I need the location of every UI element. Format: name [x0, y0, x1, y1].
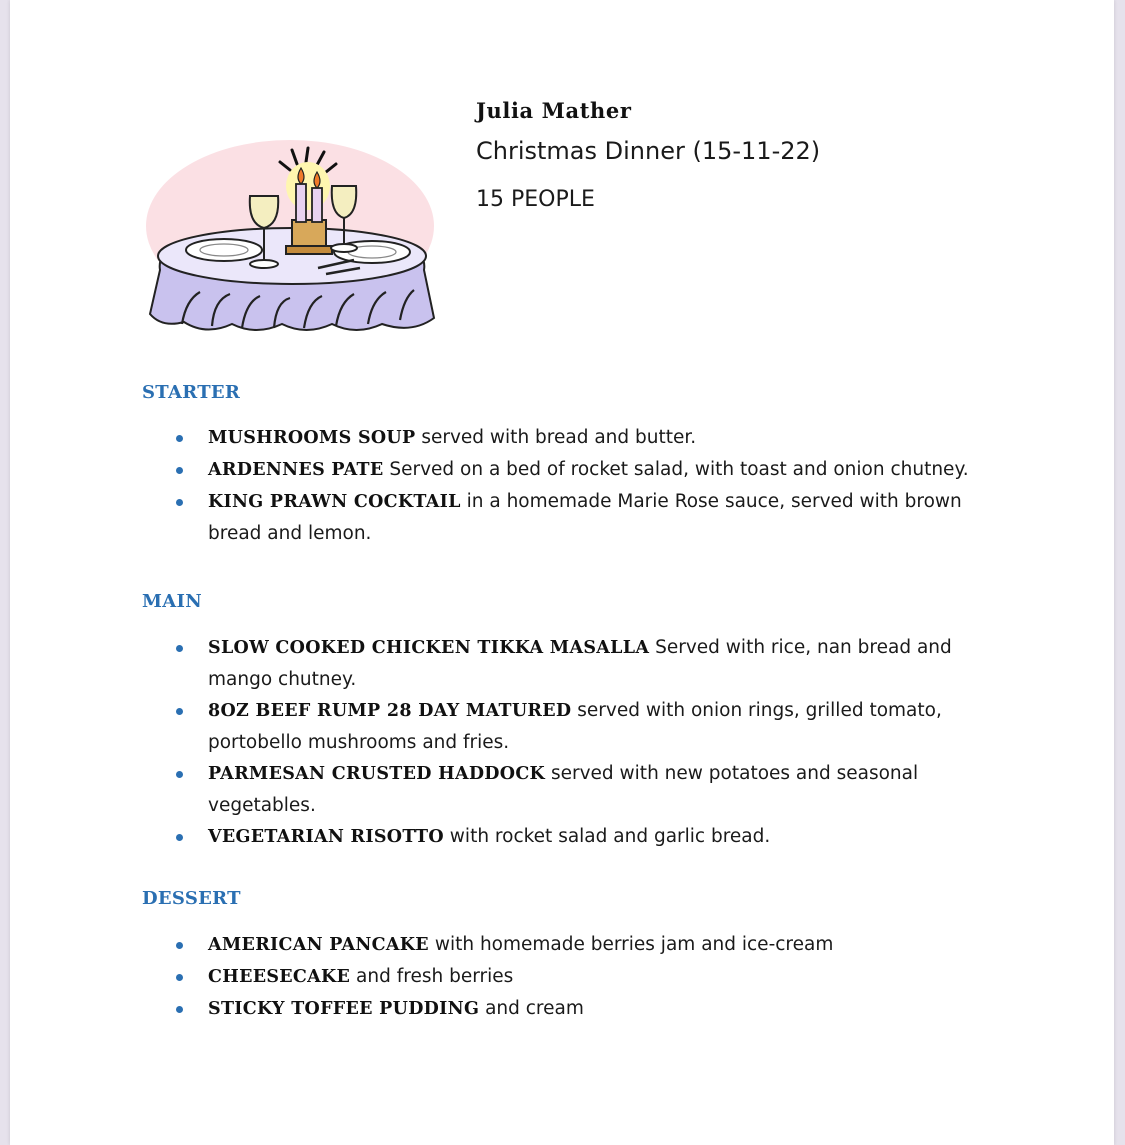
section-title-dessert: DESSERT	[142, 888, 241, 909]
dish-name: 8OZ BEEF RUMP 28 DAY MATURED	[208, 701, 572, 721]
list-item	[208, 993, 998, 1025]
dish-description: Served on a bed of rocket salad, with toast and onion chutney.	[383, 459, 969, 480]
list-item	[208, 961, 998, 993]
list-item	[208, 422, 998, 454]
dish-description: with homemade berries jam and ice-cream	[428, 934, 834, 955]
dish-description: and cream	[479, 998, 584, 1019]
starter-list	[208, 422, 998, 549]
dish-name: PARMESAN CRUSTED HADDOCK	[208, 764, 546, 784]
dish-description: served with onion rings, grilled tomato, portobello mushrooms and fries.	[208, 700, 942, 753]
event-title: Christmas Dinner (15-11-22)	[476, 137, 821, 165]
dessert-list	[208, 929, 998, 1025]
dish-name: STICKY TOFFEE PUDDING	[208, 999, 480, 1019]
list-item	[208, 929, 998, 961]
dish-description: served with bread and butter.	[415, 427, 697, 448]
dish-name: ARDENNES PATE	[208, 460, 384, 480]
document-page	[10, 0, 1114, 1145]
dish-name: CHEESECAKE	[208, 967, 351, 987]
menu-header	[476, 98, 820, 212]
dish-description: in a homemade Marie Rose sauce, served with brown bread and lemon.	[208, 491, 962, 544]
dish-description: and fresh berries	[350, 966, 514, 987]
dish-name: KING PRAWN COCKTAIL	[208, 492, 461, 512]
list-item	[208, 758, 998, 821]
dish-name: VEGETARIAN RISOTTO	[208, 827, 444, 847]
dish-name: SLOW COOKED CHICKEN TIKKA MASALLA	[208, 638, 650, 658]
dish-description: Served with rice, nan bread and mango chutney.	[208, 637, 952, 690]
section-title-starter: STARTER	[142, 382, 241, 403]
list-item	[208, 486, 998, 549]
section-title-main: MAIN	[142, 591, 202, 612]
dish-name: MUSHROOMS SOUP	[208, 428, 416, 448]
host-name: Julia Mather	[476, 98, 632, 123]
candlelit-dinner-table-icon	[142, 128, 437, 338]
list-item	[208, 695, 998, 758]
dish-description: served with new potatoes and seasonal vegetables.	[208, 763, 919, 816]
list-item	[208, 454, 998, 486]
list-item	[208, 632, 998, 695]
guest-count: 15 PEOPLE	[476, 187, 595, 212]
main-list	[208, 632, 998, 853]
dish-name: AMERICAN PANCAKE	[208, 935, 429, 955]
dish-description: with rocket salad and garlic bread.	[443, 826, 771, 847]
list-item	[208, 821, 998, 853]
